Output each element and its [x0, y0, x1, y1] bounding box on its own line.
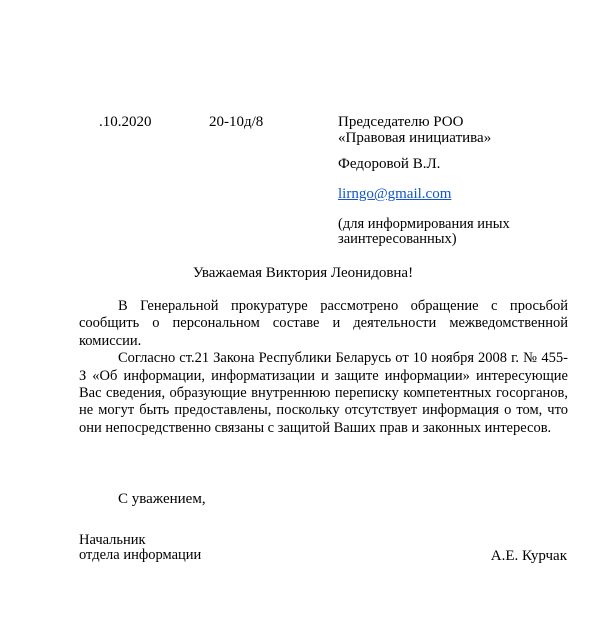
- addressee-name: Федоровой В.Л.: [338, 156, 441, 172]
- signatory-title-line1: Начальник: [79, 532, 146, 548]
- addressee-email-link[interactable]: lirngo@gmail.com: [338, 186, 452, 202]
- closing-phrase: С уважением,: [118, 491, 206, 507]
- addressee-note-line2: заинтересованных): [338, 231, 457, 247]
- signatory-title-line2: отдела информации: [79, 547, 202, 563]
- registration-number: 20-10д/8: [209, 114, 264, 130]
- letter-body: [79, 298, 568, 437]
- body-paragraph-1: В Генеральной прокуратуре рассмотрено обращение с просьбой сообщить о персональном составе и деятельности межведомственной комиссии.: [79, 298, 568, 349]
- signatory-name: А.Е. Курчак: [490, 548, 567, 564]
- addressee-note-line1: (для информирования иных: [338, 216, 510, 232]
- body-paragraph-2: Согласно ст.21 Закона Республики Беларусь от 10 ноября 2008 г. № 455-З «Об информации, информатизации и защите информации» интересующие Вас сведения, образующие внутреннюю переписку компетентных госорганов, не могут быть предоставлены, поскольку отсутствует информация о том, что они непосредственно связаны с защитой Ваших прав и законных интересов.: [79, 350, 568, 436]
- letter-date: .10.2020: [99, 114, 152, 130]
- addressee-position: Председателю РОО: [338, 114, 464, 130]
- addressee-organization: «Правовая инициатива»: [338, 130, 492, 146]
- salutation: Уважаемая Виктория Леонидовна!: [192, 265, 414, 281]
